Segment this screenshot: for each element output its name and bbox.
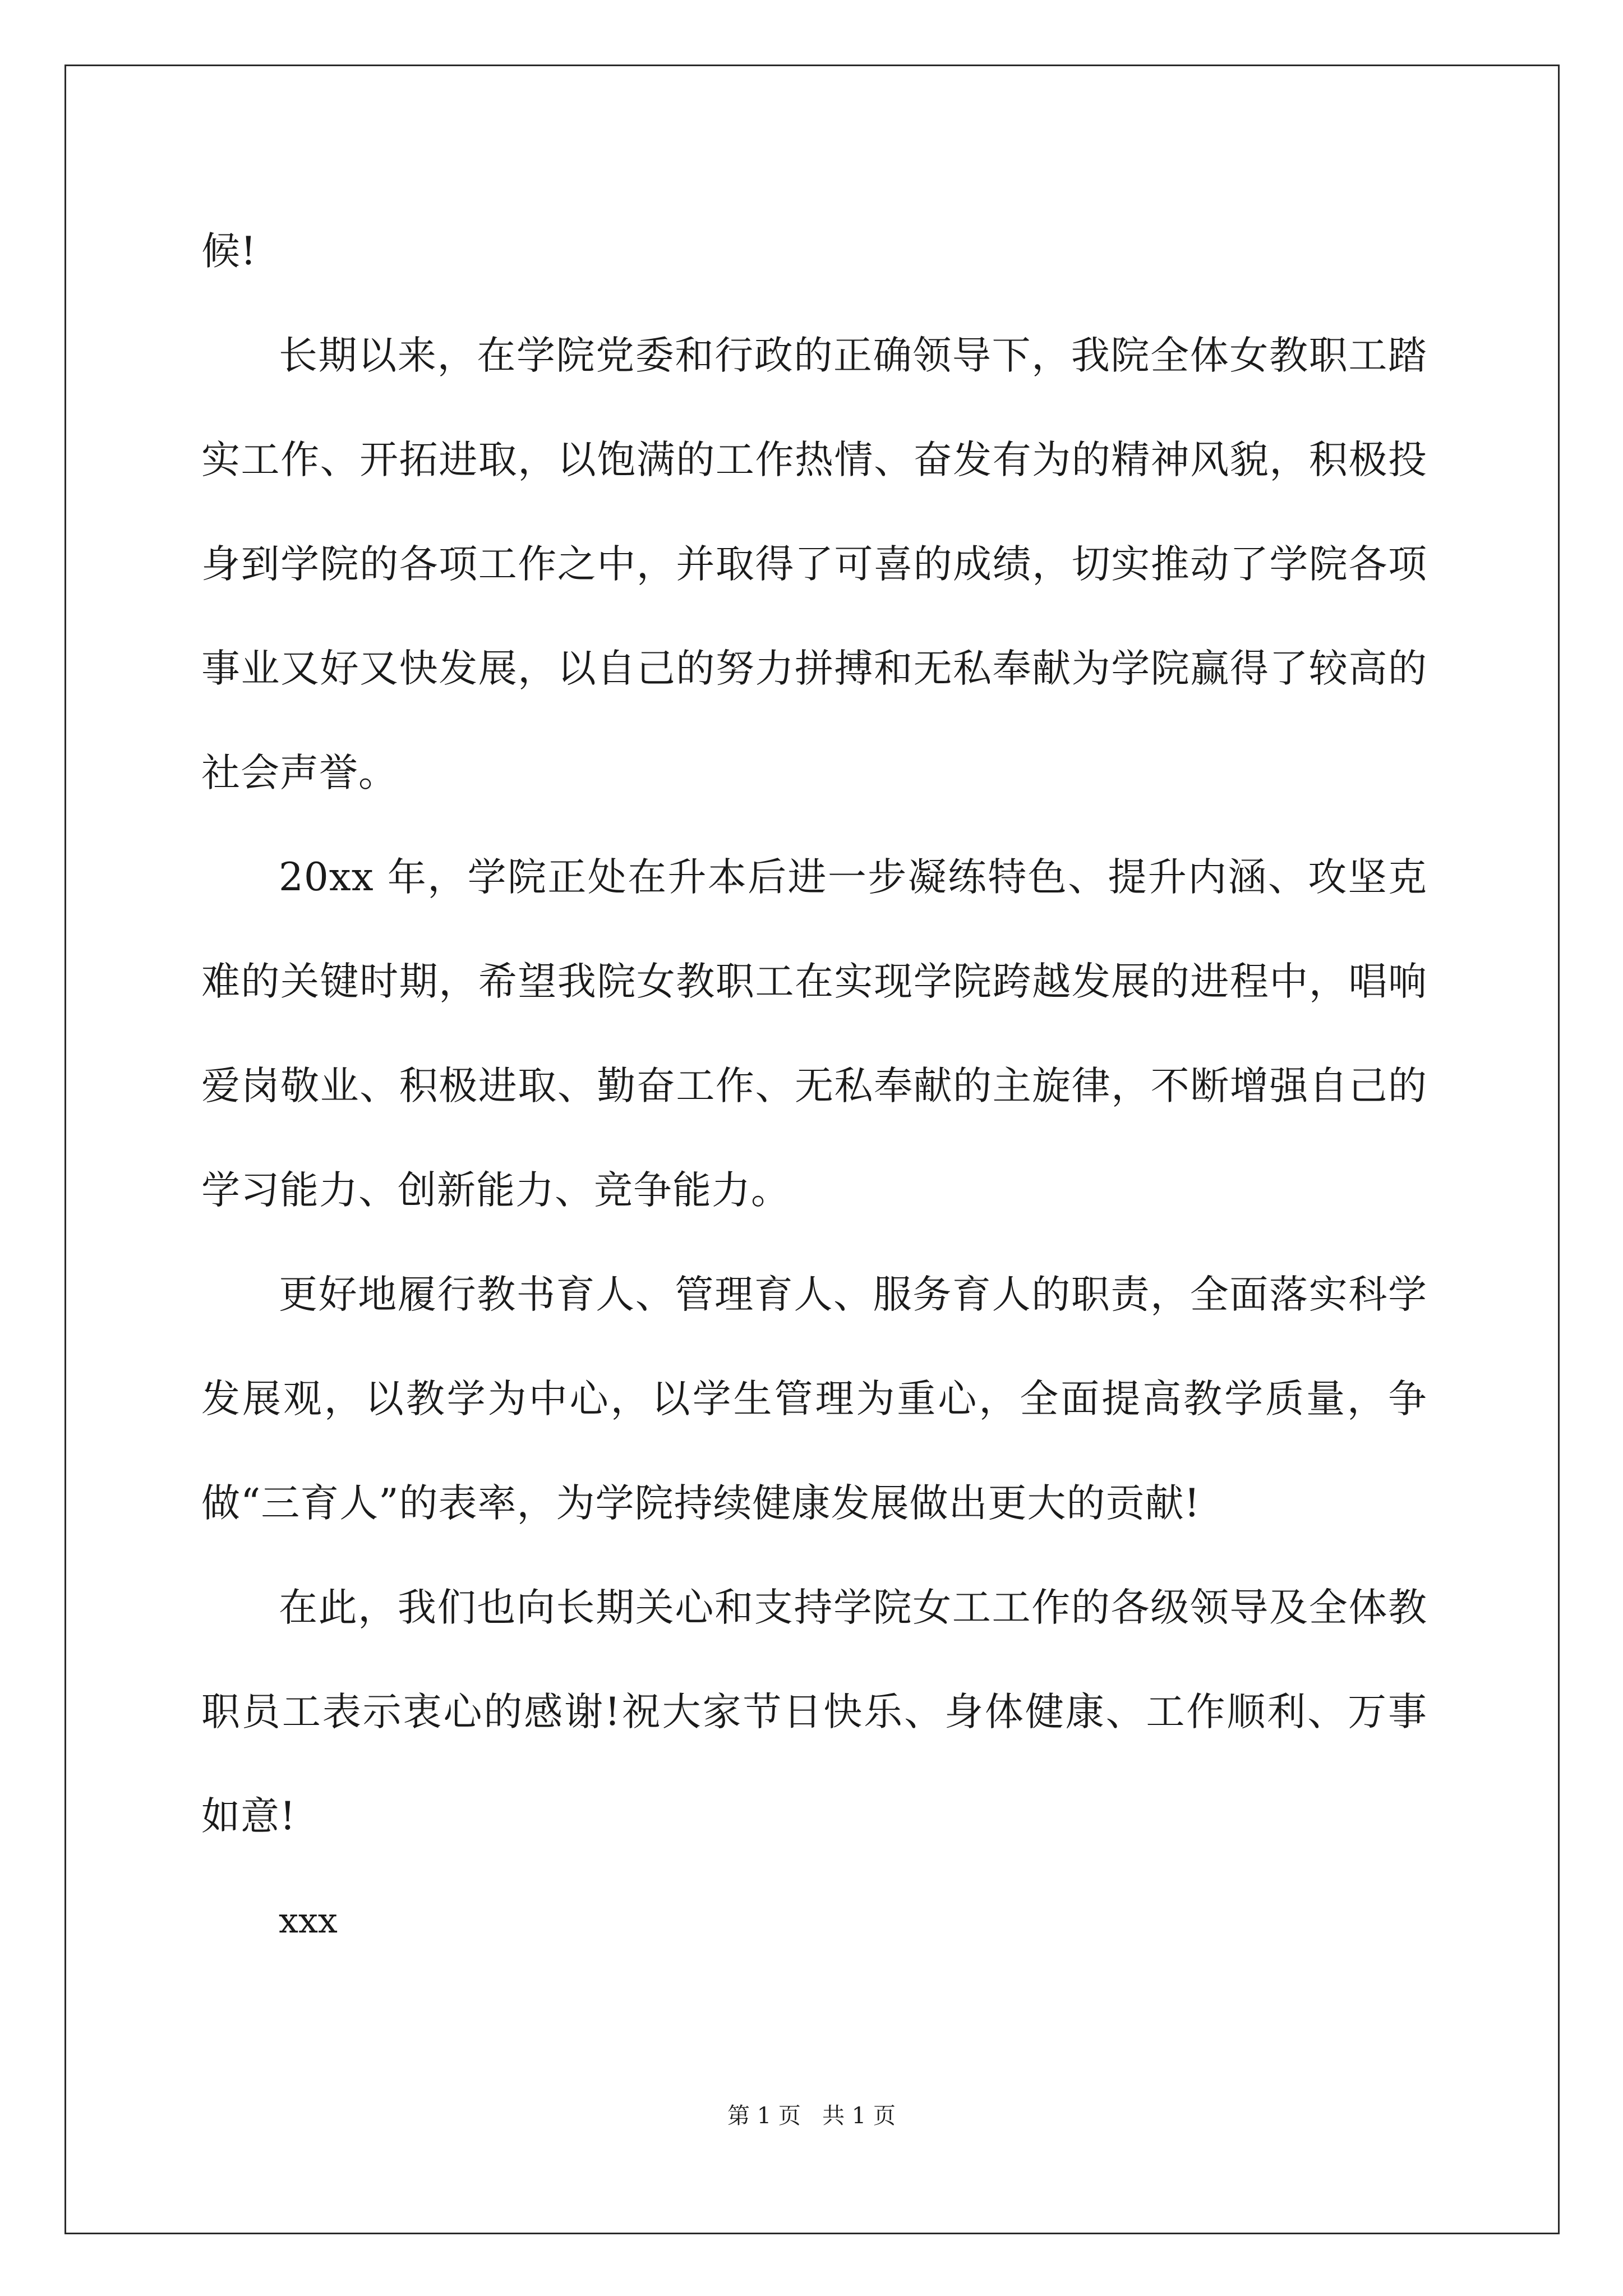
paragraph-leadership: 长期以来，在学院党委和行政的正确领导下，我院全体女教职工踏实工作、开拓进取，以饱满的工作热情、奋发有为的精神风貌，积极投身到学院的各项工作之中，并取得了可喜的成绩，切实推动了学院各项事业又好又快发展，以自己的努力拼搏和无私奉献为学院赢得了较高的社会声誉。 — [201, 333, 1427, 795]
signature: xxx — [279, 1900, 338, 1941]
page-number-label: 第 1 页 共 1 页 — [727, 2103, 896, 2129]
paragraph-key-period: 20xx 年，学院正处在升本后进一步凝练特色、提升内涵、攻坚克难的关键时期，希望我院女教职工在实现学院跨越发展的进程中，唱响爱岗敬业、积极进取、勤奋工作、无私奉献的主旋律，不断增强自己的学习能力、创新能力、竞争能力。 — [201, 855, 1427, 1213]
paragraph-thanks: 在此，我们也向长期关心和支持学院女工工作的各级领导及全体教职员工表示衷心的感谢!祝大家节日快乐、身体健康、工作顺利、万事如意! — [201, 1585, 1427, 1839]
paragraph-duties: 更好地履行教书育人、管理育人、服务育人的职责，全面落实科学发展观，以教学为中心，以学生管理为重心，全面提高教学质量，争做“三育人”的表率，为学院持续健康发展做出更大的贡献! — [201, 1272, 1427, 1526]
document-body — [201, 199, 1427, 1973]
paragraph-greeting-end: 候! — [201, 229, 257, 274]
page-footer — [0, 2098, 1623, 2130]
